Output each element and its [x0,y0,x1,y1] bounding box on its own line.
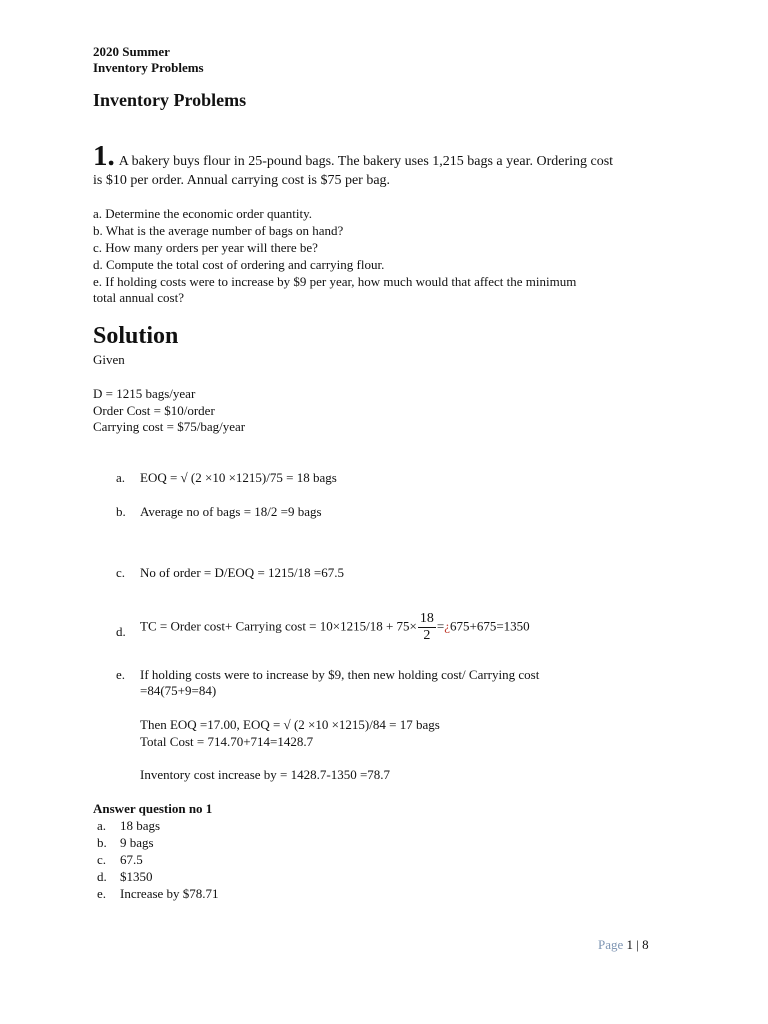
answer-a-text: 18 bags [120,818,161,833]
step-e-line-1: If holding costs were to increase by $9, then new holding cost/ Carrying cost [140,667,540,682]
header-line-2: Inventory Problems [93,60,204,75]
question-d: d. Compute the total cost of ordering and carrying flour. [93,257,385,272]
answer-c-text: 67.5 [120,852,143,867]
page-footer [598,936,649,953]
page-title: Inventory Problems [93,90,247,110]
page-number: 1 [626,937,634,952]
step-e-line-3: Then EOQ =17.00, EOQ = √ (2 ×10 ×1215)/84 = 17 bags [140,717,440,732]
step-d-text-before: TC = Order cost+ Carrying cost = 10×1215/18 + 75× [140,618,417,634]
problem-statement [93,141,613,171]
step-d-text-after: 675+675=1350 [450,618,530,634]
step-c-text: No of order = D/EOQ = 1215/18 =67.5 [140,565,344,580]
step-d-equals: = [436,618,445,634]
given-order-cost: Order Cost = $10/order [93,403,215,418]
answer-b-marker: b. [97,835,107,850]
problem-text-line-1: A bakery buys flour in 25-pound bags. The bakery uses 1,215 bags a year. Ordering cost [118,154,614,169]
page-total: 8 [642,937,649,952]
page-separator: | [636,937,639,952]
step-a-marker: a. [116,470,126,485]
answer-c-marker: c. [97,852,107,867]
problem-text-line-2: is $10 per order. Annual carrying cost is $75 per bag. [93,173,391,188]
question-e: e. If holding costs were to increase by $9 per year, how much would that affect the minimum [93,274,577,289]
answer-d-text: $1350 [120,869,153,884]
page-label: Page [598,937,624,952]
answers-heading: Answer question no 1 [93,801,213,816]
step-d-formula [140,611,530,644]
question-c: c. How many orders per year will there be? [93,240,318,255]
step-e-line-2: =84(75+9=84) [140,683,217,698]
question-e-continued: total annual cost? [93,290,184,305]
step-a-text: EOQ = √ (2 ×10 ×1215)/75 = 18 bags [140,470,337,485]
solution-heading: Solution [93,323,179,349]
answer-b-text: 9 bags [120,835,154,850]
step-d-glyph: ¿ [444,618,450,634]
question-b: b. What is the average number of bags on hand? [93,223,344,238]
header-line-1: 2020 Summer [93,44,170,59]
given-label: Given [93,352,125,367]
fraction-denominator: 2 [423,628,431,643]
step-c-marker: c. [116,565,126,580]
step-b-marker: b. [116,504,126,519]
given-demand: D = 1215 bags/year [93,386,196,401]
fraction-numerator: 18 [419,611,434,626]
step-d-marker: d. [116,624,126,639]
step-e-line-5: Inventory cost increase by = 1428.7-1350 =78.7 [140,767,391,782]
answer-e-marker: e. [97,886,107,901]
answer-d-marker: d. [97,869,107,884]
step-e-line-4: Total Cost = 714.70+714=1428.7 [140,734,314,749]
answer-a-marker: a. [97,818,107,833]
answer-e-text: Increase by $78.71 [120,886,219,901]
step-b-text: Average no of bags = 18/2 =9 bags [140,504,322,519]
problem-number: 1. [93,140,115,172]
step-e-marker: e. [116,667,126,682]
given-carrying-cost: Carrying cost = $75/bag/year [93,419,246,434]
fraction [418,611,436,644]
question-a: a. Determine the economic order quantity. [93,206,312,221]
